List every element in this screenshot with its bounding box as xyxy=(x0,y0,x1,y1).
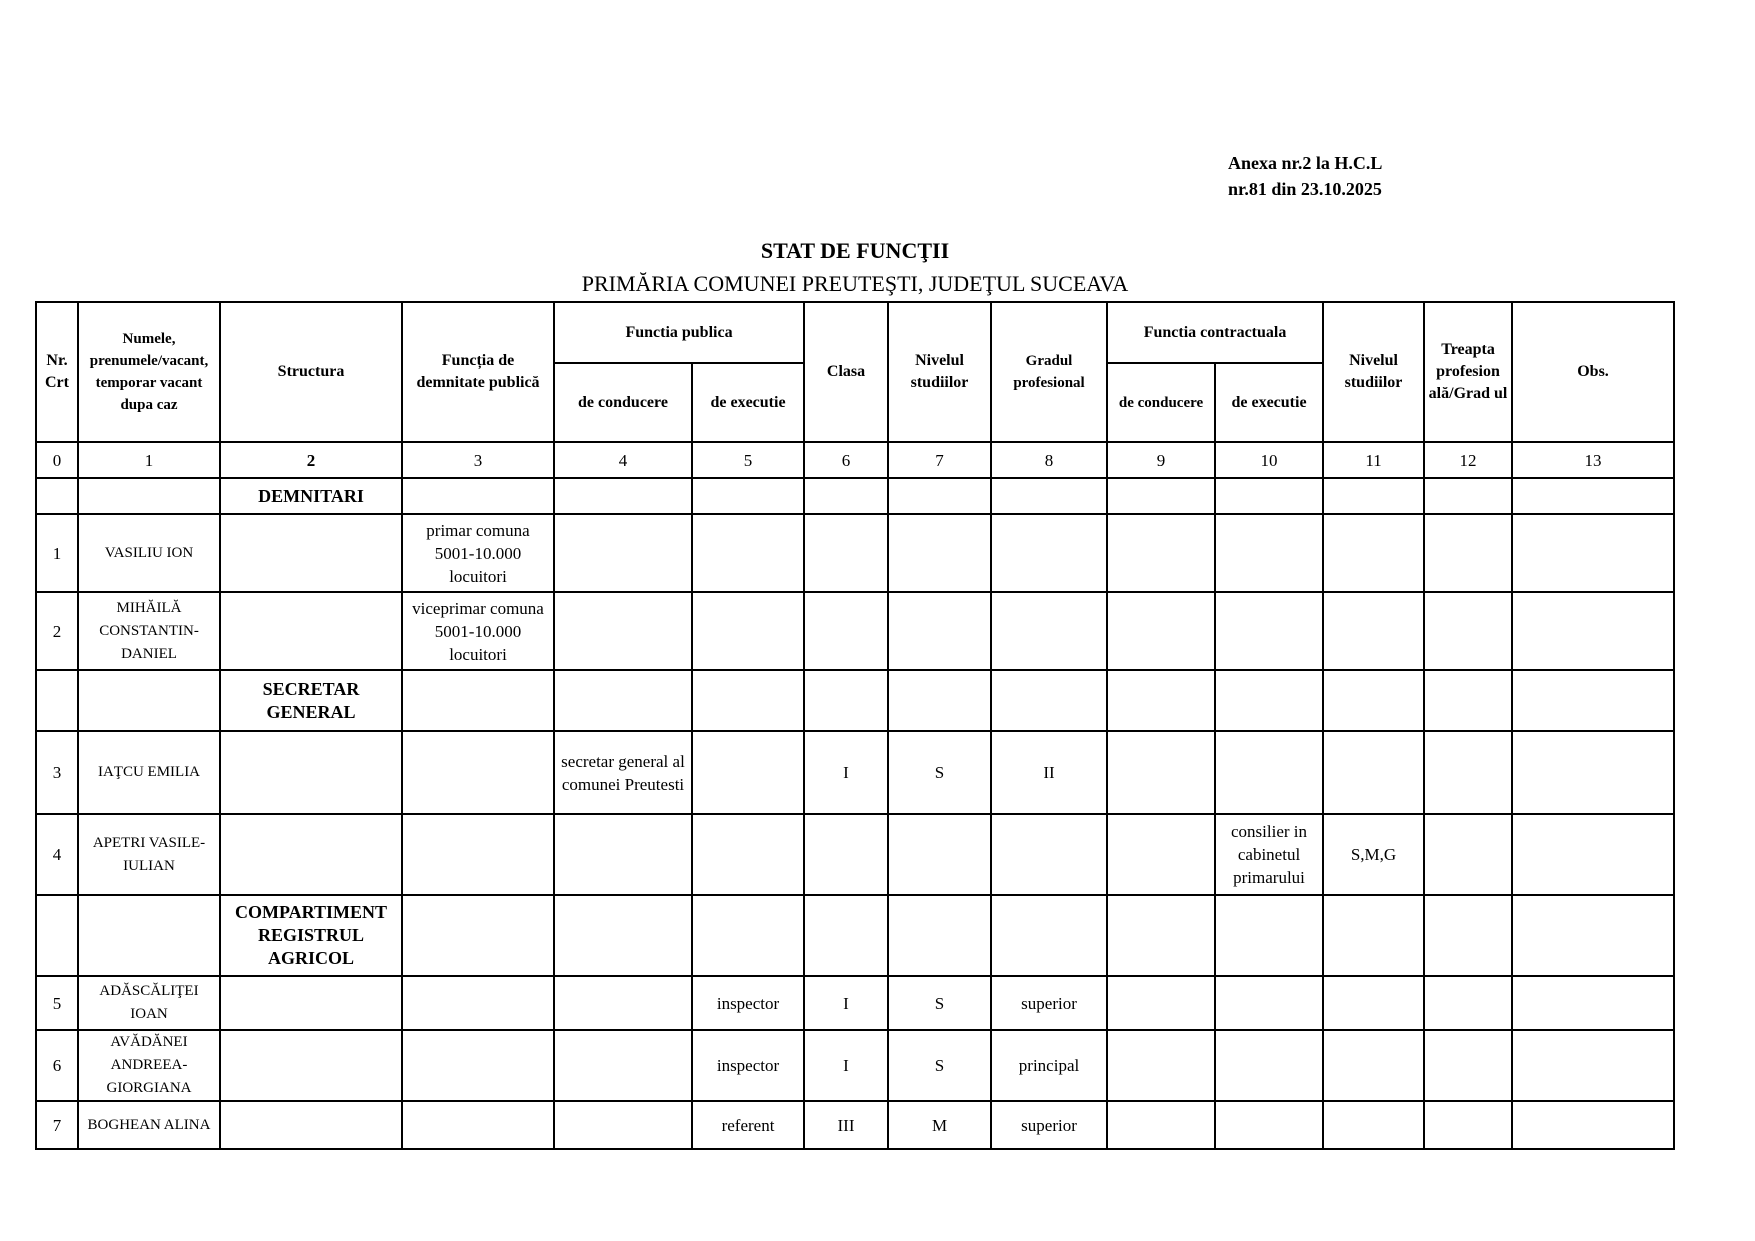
cell-fp-executie xyxy=(692,514,804,592)
cell-fc-executie xyxy=(1215,670,1323,731)
cell-name xyxy=(78,478,220,514)
cell-nivel-2: S,M,G xyxy=(1323,814,1424,895)
cell-clasa xyxy=(804,478,888,514)
cell-clasa xyxy=(804,895,888,976)
column-number: 12 xyxy=(1424,442,1512,478)
cell-treapta xyxy=(1424,814,1512,895)
cell-fp-conducere xyxy=(554,814,692,895)
cell-fc-conducere xyxy=(1107,514,1215,592)
cell-fc-executie: consilier in cabinetul primarului xyxy=(1215,814,1323,895)
cell-fp-executie: inspector xyxy=(692,976,804,1030)
column-number: 7 xyxy=(888,442,991,478)
column-number: 9 xyxy=(1107,442,1215,478)
cell-treapta xyxy=(1424,670,1512,731)
cell-grad xyxy=(991,814,1107,895)
cell-clasa xyxy=(804,670,888,731)
cell-fp-conducere xyxy=(554,592,692,670)
cell-grad xyxy=(991,670,1107,731)
cell-fp-executie xyxy=(692,670,804,731)
cell-grad xyxy=(991,478,1107,514)
cell-grad: principal xyxy=(991,1030,1107,1101)
cell-demnitate: viceprimar comuna 5001-10.000 locuitori xyxy=(402,592,554,670)
document-subtitle: PRIMĂRIA COMUNEI PREUTEŞTI, JUDEŢUL SUCEAVA xyxy=(581,271,1129,296)
column-number: 5 xyxy=(692,442,804,478)
table-row xyxy=(36,731,1674,814)
section-label xyxy=(220,814,402,895)
annex-line-1: Anexa nr.2 la H.C.L xyxy=(1228,153,1383,173)
column-number: 11 xyxy=(1323,442,1424,478)
table-row xyxy=(36,895,1674,976)
column-number: 1 xyxy=(78,442,220,478)
cell-treapta xyxy=(1424,514,1512,592)
cell-clasa: III xyxy=(804,1101,888,1149)
cell-nr: 2 xyxy=(36,592,78,670)
header-nivelul-studiilor: Nivelul studiilor xyxy=(888,302,991,442)
section-label: DEMNITARI xyxy=(220,478,402,514)
cell-grad: superior xyxy=(991,976,1107,1030)
cell-nivel-2 xyxy=(1323,514,1424,592)
header-fc-conducere: de conducere xyxy=(1107,363,1215,442)
staff-table xyxy=(35,301,1675,1150)
header-gradul-profesional: Gradul profesional xyxy=(991,302,1107,442)
column-number: 8 xyxy=(991,442,1107,478)
cell-fp-conducere xyxy=(554,976,692,1030)
cell-fc-executie xyxy=(1215,592,1323,670)
table-row xyxy=(36,478,1674,514)
cell-fc-conducere xyxy=(1107,670,1215,731)
cell-fp-executie: referent xyxy=(692,1101,804,1149)
annex-line-2: nr.81 din 23.10.2025 xyxy=(1228,179,1382,199)
header-fp-executie: de executie xyxy=(692,363,804,442)
cell-fc-executie xyxy=(1215,895,1323,976)
cell-demnitate xyxy=(402,731,554,814)
cell-nivel-2 xyxy=(1323,670,1424,731)
column-number: 0 xyxy=(36,442,78,478)
table-row xyxy=(36,670,1674,731)
cell-fp-conducere: secretar general al comunei Preutesti xyxy=(554,731,692,814)
cell-nr: 5 xyxy=(36,976,78,1030)
cell-clasa xyxy=(804,514,888,592)
cell-fc-executie xyxy=(1215,478,1323,514)
cell-demnitate xyxy=(402,478,554,514)
section-label: COMPARTIMENT REGISTRUL AGRICOL xyxy=(220,895,402,976)
table-row xyxy=(36,514,1674,592)
cell-obs xyxy=(1512,478,1674,514)
cell-nivel: S xyxy=(888,731,991,814)
header-functia-contractuala: Functia contractuala xyxy=(1107,302,1323,363)
cell-treapta xyxy=(1424,731,1512,814)
cell-nr: 7 xyxy=(36,1101,78,1149)
cell-fc-conducere xyxy=(1107,1101,1215,1149)
header-nivelul-studiilor-2: Nivelul studiilor xyxy=(1323,302,1424,442)
cell-name xyxy=(78,895,220,976)
cell-fc-conducere xyxy=(1107,731,1215,814)
cell-obs xyxy=(1512,814,1674,895)
cell-demnitate xyxy=(402,895,554,976)
cell-fp-conducere xyxy=(554,478,692,514)
cell-nivel: M xyxy=(888,1101,991,1149)
column-number: 4 xyxy=(554,442,692,478)
cell-name xyxy=(78,670,220,731)
cell-fp-conducere xyxy=(554,514,692,592)
header-nr-crt: Nr. Crt xyxy=(36,302,78,442)
cell-fc-executie xyxy=(1215,1101,1323,1149)
cell-nivel-2 xyxy=(1323,478,1424,514)
header-structura: Structura xyxy=(220,302,402,442)
cell-fp-conducere xyxy=(554,1101,692,1149)
section-label xyxy=(220,1030,402,1101)
section-label xyxy=(220,1101,402,1149)
cell-nivel-2 xyxy=(1323,731,1424,814)
cell-treapta xyxy=(1424,895,1512,976)
table-row xyxy=(36,814,1674,895)
cell-fc-conducere xyxy=(1107,592,1215,670)
cell-obs xyxy=(1512,670,1674,731)
table-row xyxy=(36,1101,1674,1149)
cell-demnitate xyxy=(402,814,554,895)
cell-nivel xyxy=(888,895,991,976)
cell-grad: II xyxy=(991,731,1107,814)
header-nume: Numele, prenumele/vacant, temporar vacant dupa caz xyxy=(78,302,220,442)
cell-clasa: I xyxy=(804,976,888,1030)
cell-clasa: I xyxy=(804,1030,888,1101)
cell-nivel xyxy=(888,514,991,592)
cell-demnitate xyxy=(402,1101,554,1149)
cell-nivel: S xyxy=(888,1030,991,1101)
cell-obs xyxy=(1512,976,1674,1030)
cell-fp-executie: inspector xyxy=(692,1030,804,1101)
cell-nivel-2 xyxy=(1323,976,1424,1030)
document-title: STAT DE FUNCŢII xyxy=(760,238,950,263)
cell-fc-executie xyxy=(1215,976,1323,1030)
cell-demnitate xyxy=(402,976,554,1030)
cell-nr xyxy=(36,478,78,514)
cell-treapta xyxy=(1424,976,1512,1030)
cell-demnitate xyxy=(402,1030,554,1101)
table-row xyxy=(36,592,1674,670)
cell-fp-executie xyxy=(692,895,804,976)
section-label xyxy=(220,976,402,1030)
cell-nr: 4 xyxy=(36,814,78,895)
cell-treapta xyxy=(1424,478,1512,514)
cell-nivel-2 xyxy=(1323,895,1424,976)
cell-name: APETRI VASILE-IULIAN xyxy=(78,814,220,895)
cell-nivel-2 xyxy=(1323,592,1424,670)
section-label: SECRETAR GENERAL xyxy=(220,670,402,731)
cell-nr xyxy=(36,670,78,731)
cell-fp-conducere xyxy=(554,670,692,731)
cell-obs xyxy=(1512,731,1674,814)
header-functia-demnitate: Funcția de demnitate publică xyxy=(402,302,554,442)
cell-demnitate: primar comuna 5001-10.000 locuitori xyxy=(402,514,554,592)
cell-nr: 6 xyxy=(36,1030,78,1101)
column-number: 3 xyxy=(402,442,554,478)
cell-name: VASILIU ION xyxy=(78,514,220,592)
cell-obs xyxy=(1512,514,1674,592)
column-number: 2 xyxy=(220,442,402,478)
cell-treapta xyxy=(1424,1101,1512,1149)
cell-grad xyxy=(991,514,1107,592)
cell-fc-executie xyxy=(1215,1030,1323,1101)
cell-fp-conducere xyxy=(554,895,692,976)
table-row xyxy=(36,1030,1674,1101)
section-label xyxy=(220,731,402,814)
cell-fp-conducere xyxy=(554,1030,692,1101)
cell-fc-conducere xyxy=(1107,478,1215,514)
cell-grad xyxy=(991,592,1107,670)
cell-name: IAŢCU EMILIA xyxy=(78,731,220,814)
header-clasa: Clasa xyxy=(804,302,888,442)
cell-obs xyxy=(1512,895,1674,976)
cell-fc-executie xyxy=(1215,731,1323,814)
cell-grad: superior xyxy=(991,1101,1107,1149)
cell-clasa: I xyxy=(804,731,888,814)
cell-fc-conducere xyxy=(1107,1030,1215,1101)
cell-obs xyxy=(1512,592,1674,670)
header-obs: Obs. xyxy=(1512,302,1674,442)
cell-nr: 1 xyxy=(36,514,78,592)
cell-nivel xyxy=(888,670,991,731)
cell-obs xyxy=(1512,1101,1674,1149)
cell-treapta xyxy=(1424,592,1512,670)
cell-nivel xyxy=(888,814,991,895)
column-number: 10 xyxy=(1215,442,1323,478)
header-functia-publica: Functia publica xyxy=(554,302,804,363)
section-label xyxy=(220,592,402,670)
cell-nivel-2 xyxy=(1323,1030,1424,1101)
cell-nivel: S xyxy=(888,976,991,1030)
cell-demnitate xyxy=(402,670,554,731)
cell-fp-executie xyxy=(692,814,804,895)
cell-treapta xyxy=(1424,1030,1512,1101)
cell-fc-conducere xyxy=(1107,814,1215,895)
cell-grad xyxy=(991,895,1107,976)
cell-fp-executie xyxy=(692,478,804,514)
header-fc-executie: de executie xyxy=(1215,363,1323,442)
cell-fp-executie xyxy=(692,592,804,670)
cell-fp-executie xyxy=(692,731,804,814)
cell-nivel-2 xyxy=(1323,1101,1424,1149)
cell-fc-conducere xyxy=(1107,976,1215,1030)
cell-nivel xyxy=(888,478,991,514)
cell-nr: 3 xyxy=(36,731,78,814)
table-row xyxy=(36,976,1674,1030)
header-fp-conducere: de conducere xyxy=(554,363,692,442)
cell-name: ADĂSCĂLIŢEI IOAN xyxy=(78,976,220,1030)
cell-name: MIHĂILĂ CONSTANTIN-DANIEL xyxy=(78,592,220,670)
annex-reference xyxy=(1228,150,1382,202)
column-number-row xyxy=(36,442,1674,478)
header-treapta: Treapta profesion ală/Grad ul xyxy=(1424,302,1512,442)
cell-clasa xyxy=(804,814,888,895)
column-number: 6 xyxy=(804,442,888,478)
cell-clasa xyxy=(804,592,888,670)
column-number: 13 xyxy=(1512,442,1674,478)
cell-nr xyxy=(36,895,78,976)
cell-name: AVĂDĂNEI ANDREEA-GIORGIANA xyxy=(78,1030,220,1101)
cell-name: BOGHEAN ALINA xyxy=(78,1101,220,1149)
cell-nivel xyxy=(888,592,991,670)
cell-obs xyxy=(1512,1030,1674,1101)
cell-fc-executie xyxy=(1215,514,1323,592)
header-row-1 xyxy=(36,302,1674,363)
cell-fc-conducere xyxy=(1107,895,1215,976)
section-label xyxy=(220,514,402,592)
